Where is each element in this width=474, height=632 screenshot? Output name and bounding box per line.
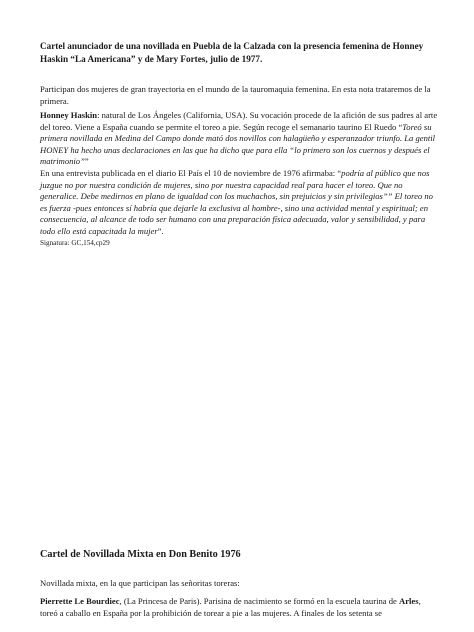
person-name-haskin: Honney Haskin	[40, 110, 98, 120]
quote-close-2: ”.	[157, 225, 164, 236]
interview-intro-text: En una entrevista publicada en el diario El País el 10 de noviembre de 1976 afirmaba: “	[40, 168, 342, 178]
section2-title: Cartel de Novillada Mixta en Don Benito 1976	[40, 549, 241, 560]
bourdiec-bio-text-a: , (La Princesa de Paris). Parisina de nacimiento se formó en la escuela taurina de	[119, 596, 399, 606]
quote-close: ”	[84, 156, 89, 167]
section2-intro: Novillada mixta, en la que participan las señoritas toreras:	[40, 578, 240, 588]
section1-title: Cartel anunciador de una novillada en Puebla de la Calzada con la presencia femenina de Honney Haskin “La Americana” y de Mary Fortes, julio de 1977.	[40, 41, 424, 64]
bourdiec-bio-text-b: , toreó a caballo en España por la prohibición de torear a pie a las mujeres. A finales de los setenta se	[40, 596, 421, 618]
section1-paragraph-interview	[40, 168, 438, 238]
section2-paragraph-bourdiec	[40, 596, 438, 619]
el-pais-quote: podría al público que nos juzgue no por nuestra condición de mujeres, sino por nuestra capacidad real para hacer el toreo. Que no generalice. Debe medirnos en plano de igualdad con los muchachos, sin prejuicios y sin privilegios”” El toreo no es fuerza -pues entonces sí habría que dejarle la exclusiva al hombre-, sino una actividad mental y espiritual; en consecuencia, al alcance de todo ser humano con una preparación física adecuada, valor y sensibilidad, y para todo ello está capacitada la mujer	[40, 168, 433, 236]
place-arles: Arles	[398, 596, 419, 606]
signature: Signatura: GC,154,cp29	[40, 239, 110, 247]
haskin-bio-text: : natural de Los Ángeles (California, USA). Su vocación procede de la afición de sus padres al arte del toreo. Viene a España cuando se permite el toreo a pie. Según recoge el semanario taurino El Ruedo “	[40, 110, 438, 132]
section1-paragraph-haskin	[40, 110, 438, 168]
section1-intro: Participan dos mujeres de gran trayectoria en el mundo de la tauromaquia femenina. En esta nota trataremos de la primera.	[40, 84, 431, 106]
el-ruedo-quote: Toreó su primera novillada en Medina del Campo donde mató dos novillos con halagüeño y esperanzador triunfo. La gentil HONEY ha hecho unas declaraciones en las que ha dicho que para ella “lo primero son los cuernos y después el matrimonio”	[40, 121, 436, 167]
person-name-bourdiec: Pierrette Le Bourdiec	[40, 596, 120, 606]
